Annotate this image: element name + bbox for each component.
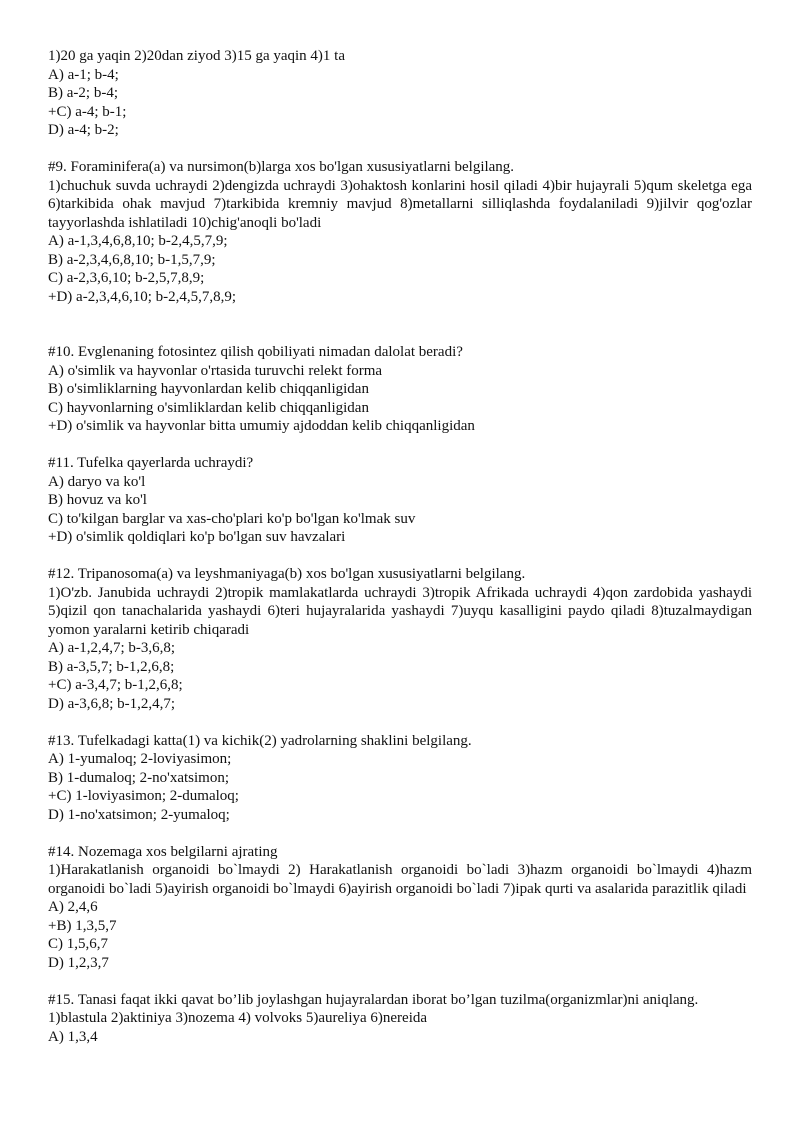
question-statement: 1)chuchuk suvda uchraydi 2)dengizda uchraydi 3)ohaktosh konlarini hosil qiladi 4)bir hujayrali 5)qum skeletga ega 6)tarkibida ohak mavjud 7)tarkibida kremniy mavjud 8)metallarni silliqlashda foydalaniladi 9)jilvir qog'ozlar tayyorlashda ishlatiladi 10)chig'anoqli bo'ladi <box>48 177 752 231</box>
answer-option-a: A) a-1; b-4; <box>48 66 119 83</box>
answer-option-b: +B) 1,3,5,7 <box>48 917 117 934</box>
question-title: #14. Nozemaga xos belgilarni ajrating <box>48 843 278 860</box>
answer-option-d: D) 1-no'xatsimon; 2-yumaloq; <box>48 806 230 823</box>
question-12 <box>48 565 752 713</box>
question-title: #9. Foraminifera(a) va nursimon(b)larga xos bo'lgan xususiyatlarni belgilang. <box>48 159 515 175</box>
answer-option-c: +C) 1-loviyasimon; 2-dumaloq; <box>48 788 239 804</box>
answer-option-a: A) a-1,3,4,6,8,10; b-2,4,5,7,9; <box>48 233 228 249</box>
answer-option-c: +C) a-4; b-1; <box>48 103 127 120</box>
answer-option-b: B) a-3,5,7; b-1,2,6,8; <box>48 658 175 675</box>
question-9 <box>48 158 752 306</box>
answer-option-d: D) a-3,6,8; b-1,2,4,7; <box>48 695 176 712</box>
answer-option-d: +D) o'simlik va hayvonlar bitta umumiy ajdoddan kelib chiqqanligidan <box>48 418 475 434</box>
question-title: #10. Evglenaning fotosintez qilish qobiliyati nimadan dalolat beradi? <box>48 344 463 360</box>
question-statement: 1)O'zb. Janubida uchraydi 2)tropik mamlakatlarda uchraydi 3)tropik Afrikada uchraydi 4)qon zardobida yashaydi 5)qizil qon tanachalarida yashaydi 6)teri hujayralarida yashaydi 7)uyqu kasalligini paydo qiladi 8)tuzalmaydigan yomon yaralarni ketirib chiqaradi <box>48 584 752 638</box>
question-statement: 1)Harakatlanish organoidi bo`lmaydi 2) Harakatlanish organoidi bo`ladi 3)hazm organoidi bo`lmaydi 4)hazm organoidi bo`ladi 5)ayirish organoidi bo`lmaydi 6)ayirish organoidi bo`ladi 7)ipak qurti va asalarida parazitlik qiladi <box>48 862 752 897</box>
answer-option-d: +D) o'simlik qoldiqlari ko'p bo'lgan suv havzalari <box>48 529 346 545</box>
answer-option-b: B) 1-dumaloq; 2-no'xatsimon; <box>48 769 230 786</box>
question-title: #13. Tufelkadagi katta(1) va kichik(2) yadrolarning shaklini belgilang. <box>48 732 472 749</box>
answer-option-d: +D) a-2,3,4,6,10; b-2,4,5,7,8,9; <box>48 288 237 305</box>
question-statement: 1)blastula 2)aktiniya 3)nozema 4) volvoks 5)aureliya 6)nereida <box>48 1010 428 1026</box>
answer-option-a: A) a-1,2,4,7; b-3,6,8; <box>48 640 176 656</box>
question-10 <box>48 343 752 436</box>
answer-option-b: B) a-2; b-4; <box>48 85 118 101</box>
answer-option-c: C) a-2,3,6,10; b-2,5,7,8,9; <box>48 270 205 286</box>
question-11 <box>48 454 752 547</box>
answer-option-d: D) a-4; b-2; <box>48 122 119 138</box>
answer-option-c: +C) a-3,4,7; b-1,2,6,8; <box>48 677 183 693</box>
question-title: #12. Tripanosoma(a) va leyshmaniyaga(b) xos bo'lgan xususiyatlarni belgilang. <box>48 566 526 582</box>
test-page <box>48 47 752 1046</box>
answer-option-c: C) 1,5,6,7 <box>48 936 108 952</box>
answer-option-c: C) to'kilgan barglar va xas-cho'plari ko'p bo'lgan ko'lmak suv <box>48 510 416 527</box>
answer-option-b: B) hovuz va ko'l <box>48 492 147 508</box>
answer-option-b: B) o'simliklarning hayvonlardan kelib chiqqanligidan <box>48 381 369 397</box>
answer-option-a: A) 1-yumaloq; 2-loviyasimon; <box>48 751 232 767</box>
question-15 <box>48 991 752 1047</box>
answer-option-b: B) a-2,3,4,6,8,10; b-1,5,7,9; <box>48 251 216 268</box>
question-options-line: 1)20 ga yaqin 2)20dan ziyod 3)15 ga yaqin 4)1 ta <box>48 48 346 64</box>
answer-option-c: C) hayvonlarning o'simliklardan kelib chiqqanligidan <box>48 399 369 416</box>
answer-option-a: A) daryo va ko'l <box>48 473 146 490</box>
question-title: #11. Tufelka qayerlarda uchraydi? <box>48 455 254 471</box>
question-title: #15. Tanasi faqat ikki qavat bo’lib joylashgan hujayralardan iborat bo’lgan tuzilma(organizmlar)ni aniqlang. <box>48 991 699 1008</box>
answer-option-d: D) 1,2,3,7 <box>48 954 109 971</box>
answer-option-a: A) o'simlik va hayvonlar o'rtasida turuvchi relekt forma <box>48 362 383 379</box>
question-prev <box>48 47 752 140</box>
question-13 <box>48 732 752 825</box>
answer-option-a: A) 1,3,4 <box>48 1028 98 1045</box>
question-14 <box>48 843 752 973</box>
answer-option-a: A) 2,4,6 <box>48 899 98 915</box>
